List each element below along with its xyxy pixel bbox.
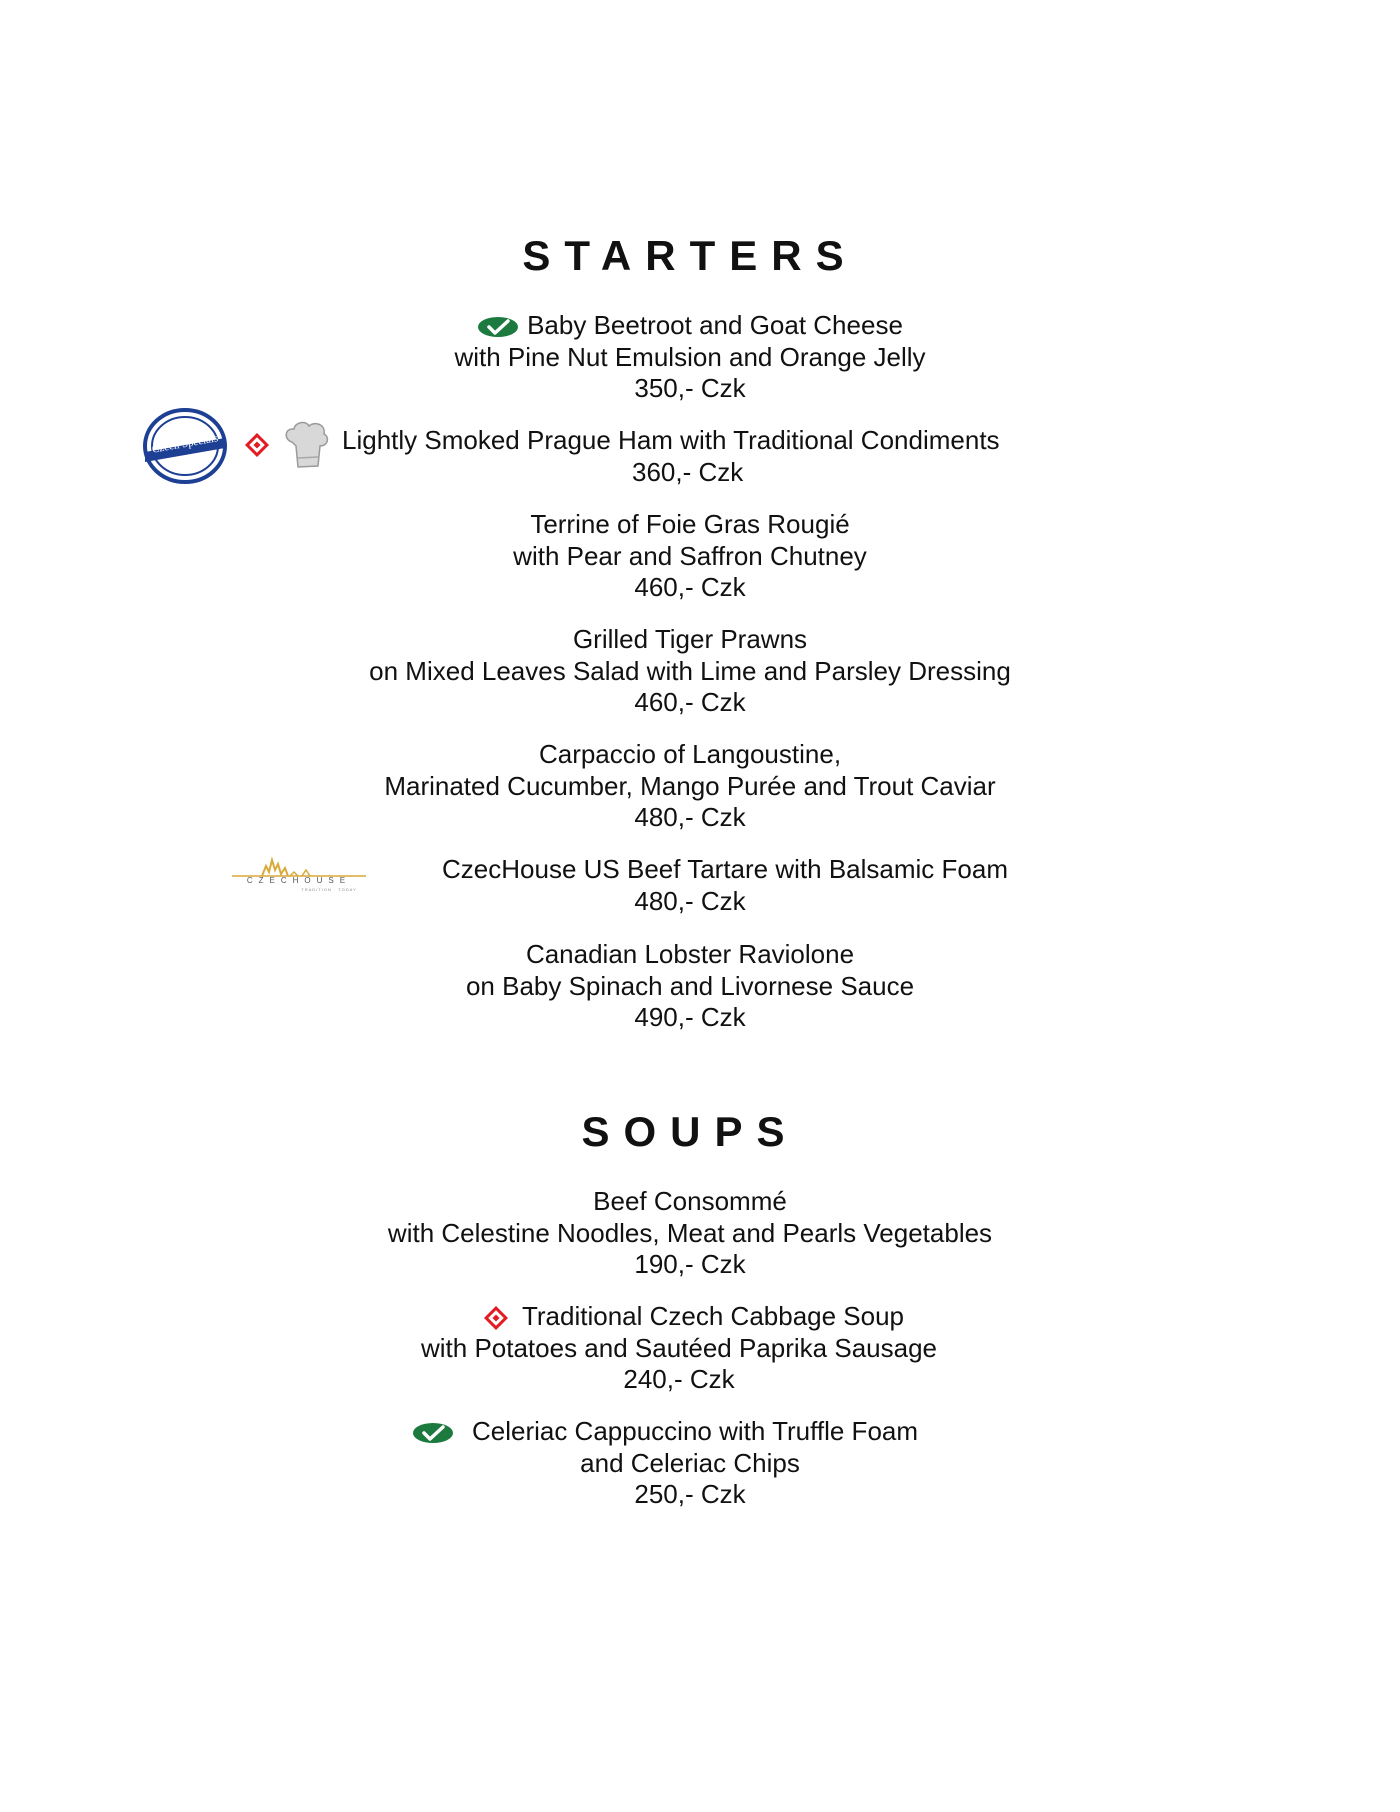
dish-description: with Potatoes and Sautéed Paprika Sausage <box>420 1332 938 1363</box>
menu-item <box>0 854 1380 917</box>
dish-price: 190,- Czk <box>634 1249 746 1279</box>
menu-item <box>0 1186 1380 1281</box>
dish-name: Lightly Smoked Prague Ham with Traditional Condiments <box>342 425 1000 455</box>
menu-item <box>0 310 1380 405</box>
dish-price: 240,- Czk <box>623 1364 735 1394</box>
dish-price: 490,- Czk <box>634 1002 746 1032</box>
dish-name: Grilled Tiger Prawns <box>572 624 808 654</box>
czech-specials-stamp <box>143 408 227 484</box>
menu-item <box>0 624 1380 719</box>
czech-tradition-icon <box>484 1306 508 1330</box>
dish-price: 460,- Czk <box>634 572 746 602</box>
menu-item <box>0 1301 1380 1396</box>
dish-name: Canadian Lobster Raviolone <box>525 939 855 969</box>
czechouse-logo-tagline: TRADITION · TODAY <box>301 887 357 892</box>
dish-description: with Pine Nut Emulsion and Orange Jelly <box>454 341 926 372</box>
dish-name: CzecHouse US Beef Tartare with Balsamic Foam <box>442 854 1008 884</box>
dish-price: 350,- Czk <box>634 373 746 403</box>
dish-description: on Baby Spinach and Livornese Sauce <box>465 970 915 1001</box>
czech-tradition-icon <box>245 433 269 457</box>
starters-heading: STARTERS <box>522 232 858 279</box>
dish-description: and Celeriac Chips <box>580 1447 800 1478</box>
chef-hat-icon <box>282 420 330 470</box>
soups-heading: SOUPS <box>581 1108 799 1155</box>
vegetarian-icon <box>412 1422 454 1444</box>
dish-description: with Pear and Saffron Chutney <box>513 540 867 571</box>
dish-description: Marinated Cucumber, Mango Purée and Trout Caviar <box>384 770 996 801</box>
czech-specials-label: Czech Specials <box>151 432 219 456</box>
menu-item <box>0 739 1380 834</box>
dish-name: Traditional Czech Cabbage Soup <box>521 1301 905 1331</box>
dish-price: 250,- Czk <box>634 1479 746 1509</box>
dish-price: 360,- Czk <box>632 456 744 487</box>
dish-name: Beef Consommé <box>593 1186 787 1216</box>
dish-name: Terrine of Foie Gras Rougié <box>530 509 850 539</box>
dish-description: with Celestine Noodles, Meat and Pearls Vegetables <box>387 1217 993 1248</box>
dish-price: 480,- Czk <box>634 885 746 916</box>
menu-item <box>342 425 1042 488</box>
menu-item <box>0 509 1380 604</box>
menu-item <box>0 939 1380 1034</box>
czechouse-logo-text: CZECHOUSE <box>246 876 352 885</box>
dish-name: Baby Beetroot and Goat Cheese <box>527 310 903 340</box>
dish-description: on Mixed Leaves Salad with Lime and Parsley Dressing <box>369 655 1011 686</box>
dish-name: Carpaccio of Langoustine, <box>538 739 842 769</box>
vegetarian-icon <box>477 316 519 338</box>
dish-name: Celeriac Cappuccino with Truffle Foam <box>471 1416 919 1446</box>
dish-price: 480,- Czk <box>634 802 746 832</box>
dish-price: 460,- Czk <box>634 687 746 717</box>
menu-item <box>0 1416 1380 1511</box>
